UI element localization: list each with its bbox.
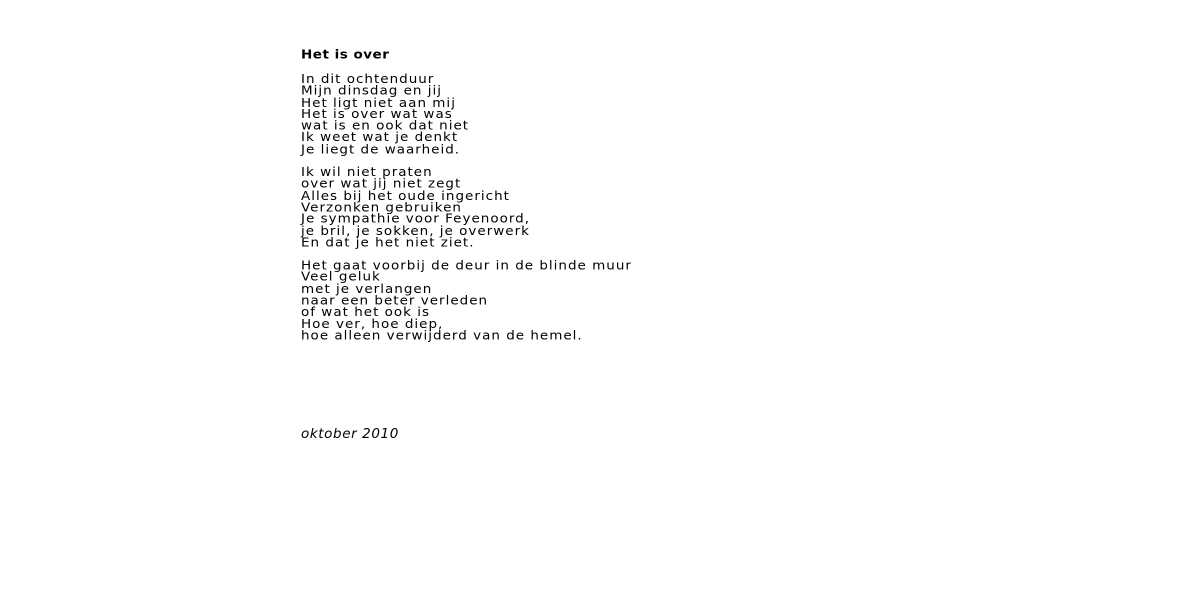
poem-line: Hoe ver, hoe diep, — [301, 316, 444, 332]
poem-line: Verzonken gebruiken — [301, 199, 462, 216]
poem — [301, 46, 921, 353]
poem-line: Je sympathie voor Feyenoord, — [301, 211, 531, 227]
poem-line: Het ligt niet aan mij — [301, 95, 456, 111]
poem-line: Het gaat voorbij de deur in de blinde muur — [301, 257, 632, 274]
poem-line: over wat jij niet zegt — [301, 176, 462, 192]
poem-date: oktober 2010 — [301, 426, 399, 442]
poem-line: met je verlangen — [301, 281, 433, 297]
poem-line: hoe alleen verwijderd van de hemel. — [301, 328, 583, 344]
poem-line: Het is over wat was — [301, 106, 453, 122]
poem-line: Alles bij het oude ingericht — [301, 188, 510, 204]
poem-line: Ik wil niet praten — [301, 164, 433, 181]
poem-line: wat is en ook dat niet — [301, 118, 470, 134]
poem-line: Je liegt de waarheid. — [301, 141, 461, 157]
stanza-3 — [301, 257, 921, 344]
stanza-1 — [301, 71, 921, 157]
poem-line: Mijn dinsdag en jij — [301, 83, 443, 99]
poem-line: naar een beter verleden — [301, 293, 489, 309]
poem-line: Veel geluk — [301, 269, 381, 285]
stanza-2 — [301, 164, 921, 251]
poem-line: En dat je het niet ziet. — [301, 234, 475, 251]
poem-line: je bril, je sokken, je overwerk — [301, 223, 530, 239]
poem-line: In dit ochtenduur — [301, 71, 435, 87]
poem-line: Ik weet wat je denkt — [301, 130, 459, 146]
poem-line: of wat het ook is — [301, 304, 431, 320]
poem-title: Het is over — [301, 46, 390, 63]
